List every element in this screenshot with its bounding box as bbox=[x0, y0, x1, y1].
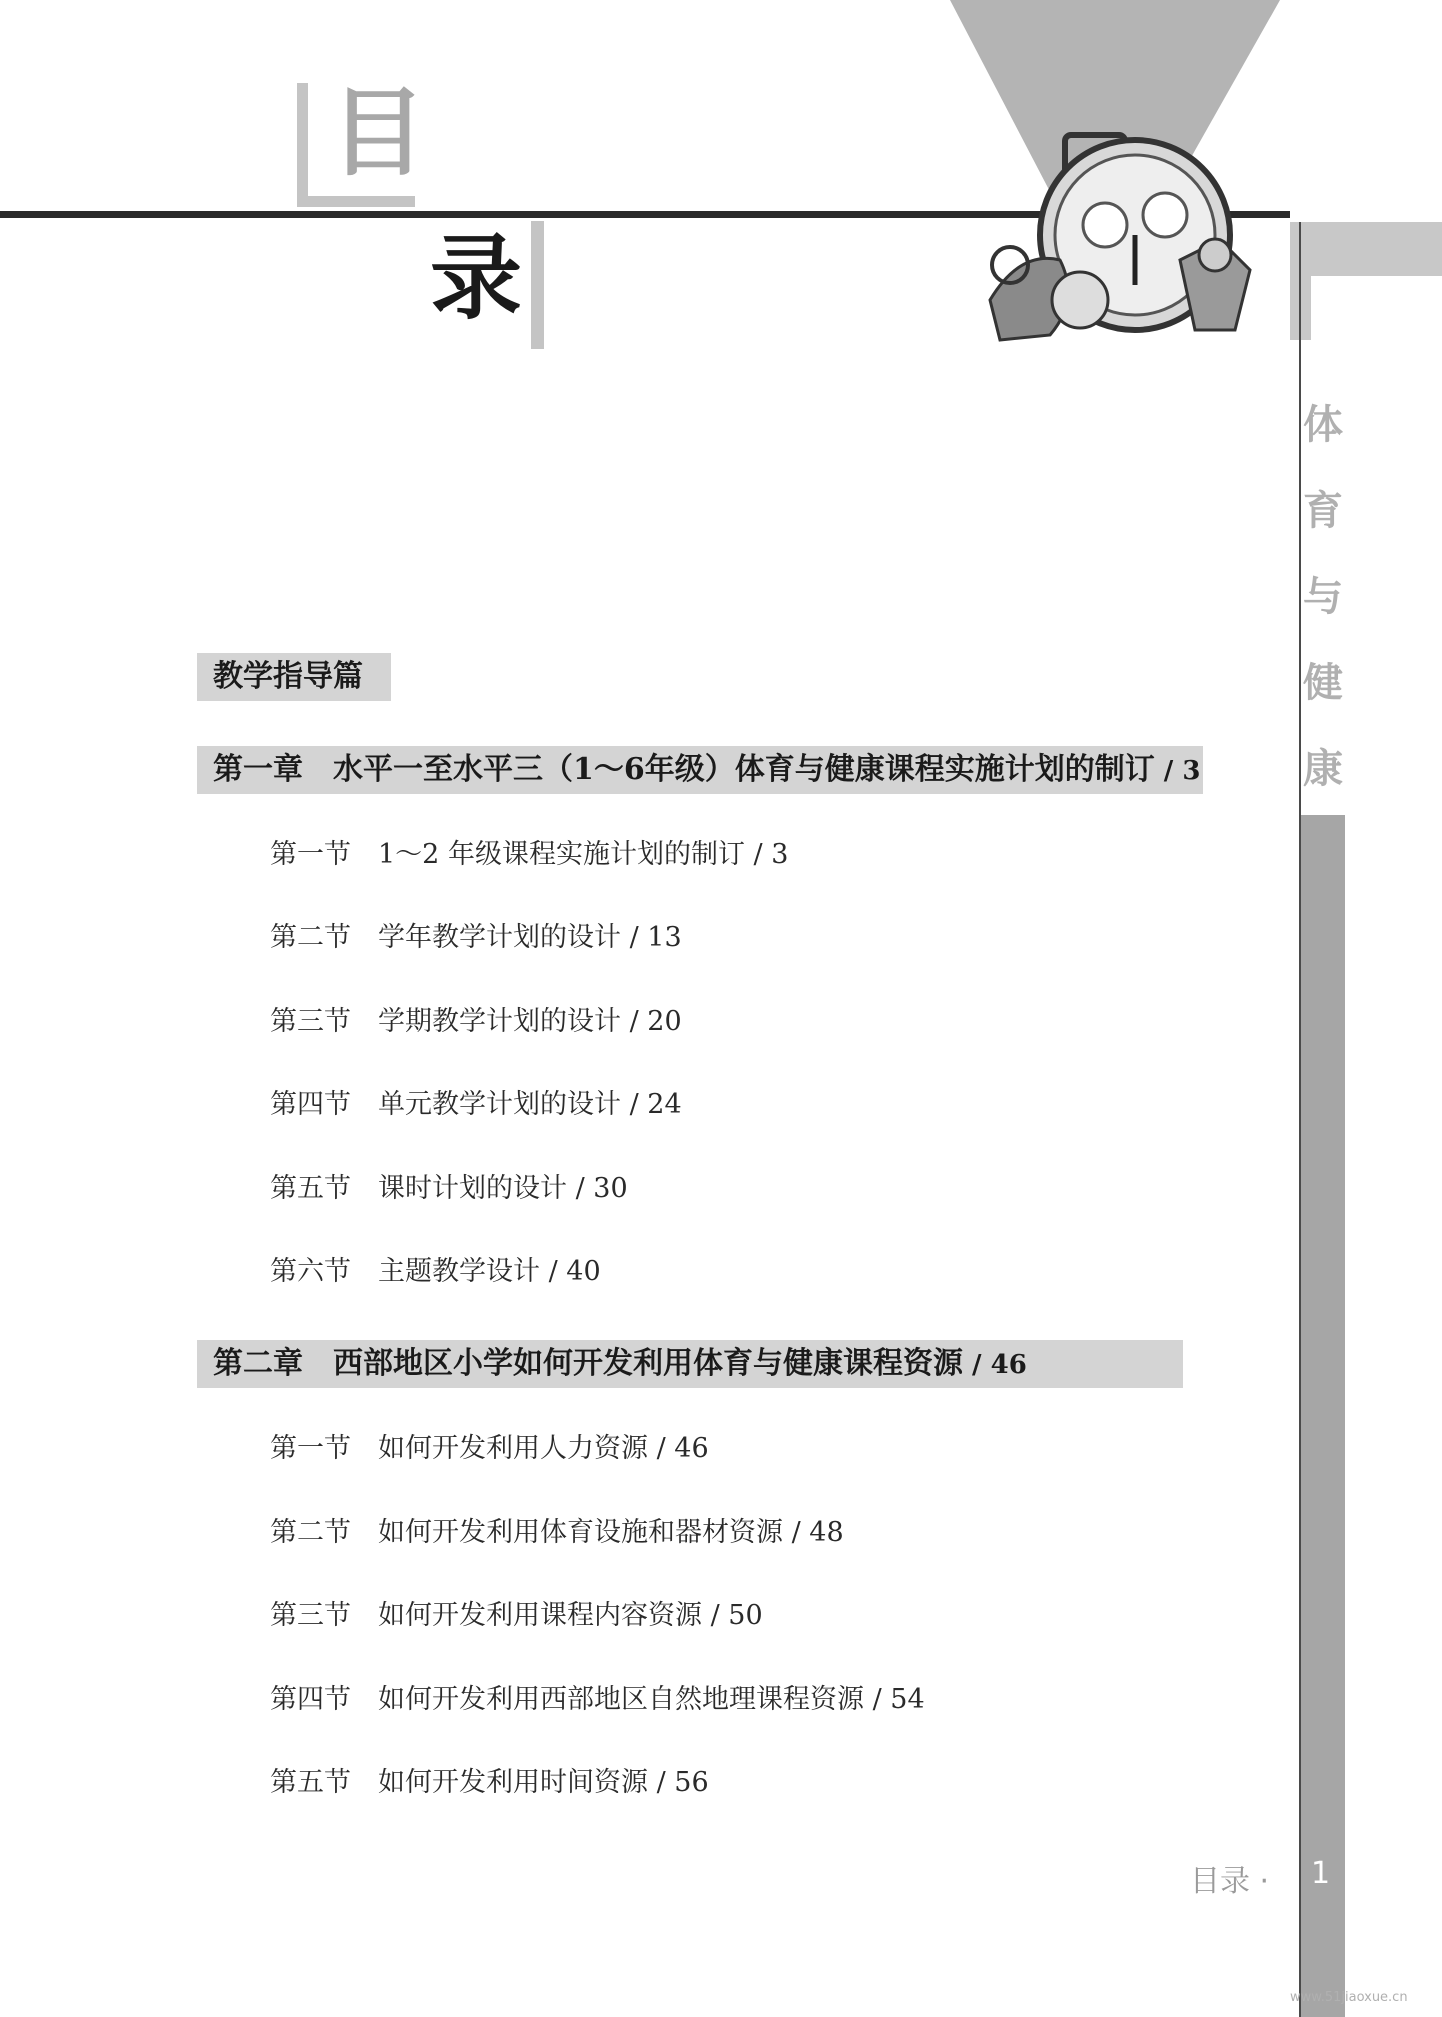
toc-entry[interactable]: 第三节 学期教学计划的设计 / 20 bbox=[270, 1006, 682, 1037]
chapter-title: 第一章 水平一至水平三（1～6年级）体育与健康课程实施计划的制订 bbox=[213, 752, 1155, 787]
toc-entry[interactable]: 第四节 单元教学计划的设计 / 24 bbox=[270, 1089, 682, 1120]
side-book-title bbox=[1298, 382, 1348, 812]
page-number: 1 bbox=[1311, 1856, 1331, 1891]
title-char-mu: 目 bbox=[330, 76, 426, 189]
chapter-page: / 3 bbox=[1154, 756, 1201, 786]
side-title-char: 健 bbox=[1303, 659, 1343, 706]
watermark: www.51jiaoxue.cn bbox=[1290, 1990, 1408, 2005]
chapter-title: 第二章 西部地区小学如何开发利用体育与健康课程资源 bbox=[213, 1346, 963, 1381]
side-title-char: 康 bbox=[1303, 745, 1343, 792]
toc-entry[interactable]: 第一节 1～2 年级课程实施计划的制订 / 3 bbox=[270, 839, 789, 870]
title-char-lu: 录 bbox=[430, 224, 523, 332]
chapter-heading[interactable] bbox=[197, 1340, 1183, 1388]
toc-entry[interactable]: 第二节 如何开发利用体育设施和器材资源 / 48 bbox=[270, 1517, 844, 1548]
toc-entry[interactable]: 第六节 主题教学设计 / 40 bbox=[270, 1256, 601, 1287]
toc-entry[interactable]: 第五节 课时计划的设计 / 30 bbox=[270, 1173, 628, 1204]
toc-entry[interactable]: 第四节 如何开发利用西部地区自然地理课程资源 / 54 bbox=[270, 1684, 925, 1715]
side-bracket-decoration bbox=[1290, 222, 1442, 340]
footer-label: 目录 · bbox=[1190, 1864, 1270, 1899]
toc-entry[interactable]: 第五节 如何开发利用时间资源 / 56 bbox=[270, 1767, 709, 1798]
toc-entry[interactable]: 第二节 学年教学计划的设计 / 13 bbox=[270, 922, 682, 953]
side-title-char: 与 bbox=[1303, 573, 1343, 620]
toc-entry[interactable]: 第三节 如何开发利用课程内容资源 / 50 bbox=[270, 1600, 763, 1631]
title-bar-decoration bbox=[531, 221, 544, 349]
stopwatch-illustration bbox=[950, 0, 1290, 350]
chapter-heading[interactable] bbox=[197, 746, 1203, 794]
side-title-char: 育 bbox=[1303, 487, 1343, 534]
side-grey-band bbox=[1301, 815, 1345, 2017]
toc-entry[interactable]: 第一节 如何开发利用人力资源 / 46 bbox=[270, 1433, 709, 1464]
side-title-char: 体 bbox=[1303, 401, 1343, 448]
section-label: 教学指导篇 bbox=[197, 653, 391, 701]
chapter-page: / 46 bbox=[963, 1350, 1027, 1380]
